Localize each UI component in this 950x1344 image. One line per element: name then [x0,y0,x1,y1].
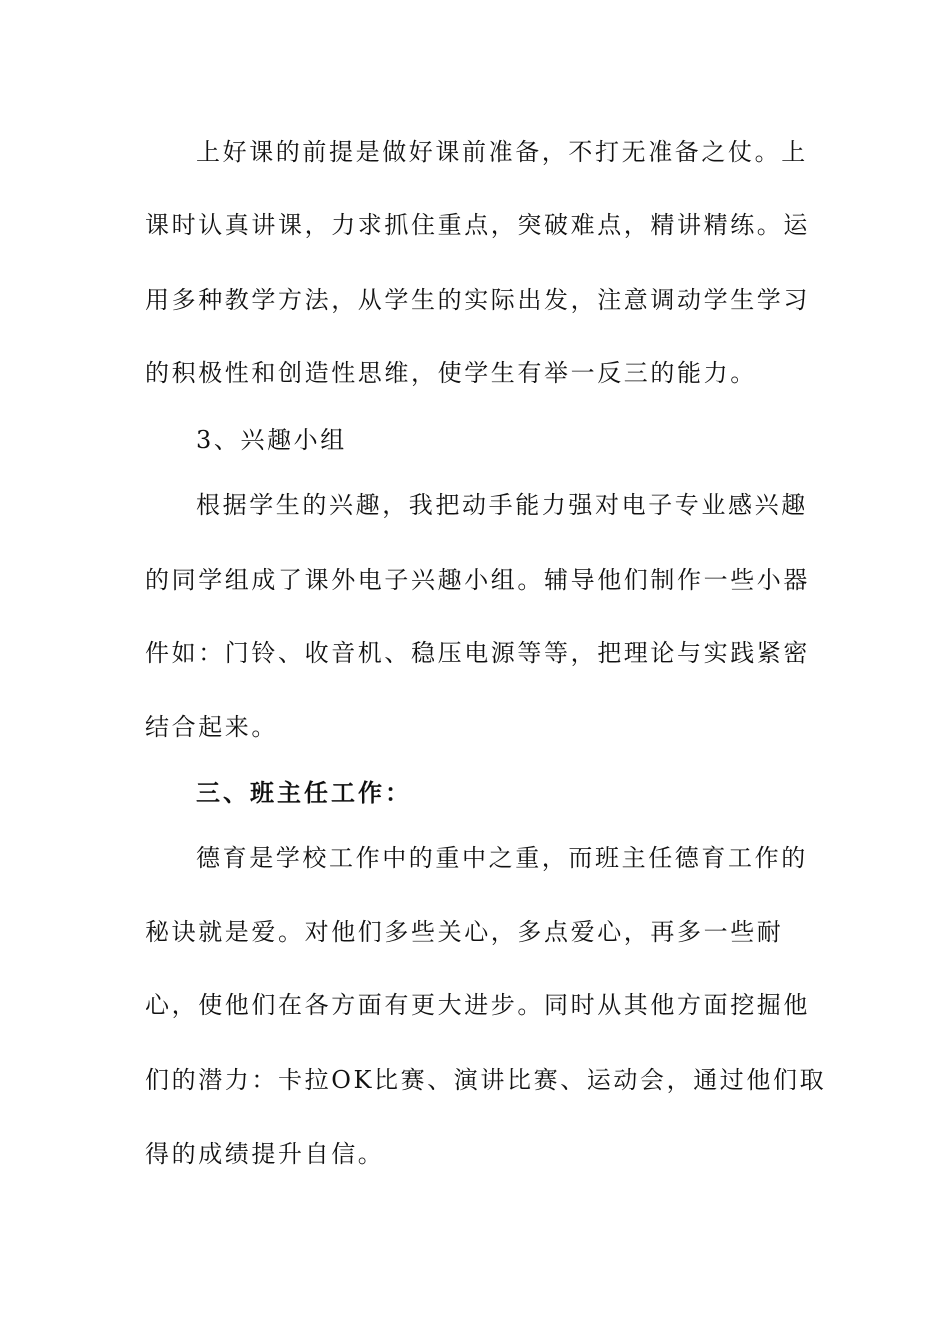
paragraph-2-line-1: 根据学生的兴趣，我把动手能力强对电子专业感兴趣 [196,491,808,519]
paragraph-1-line-1: 上好课的前提是做好课前准备，不打无准备之仗。上 [196,138,808,166]
paragraph-3-line-1: 德育是学校工作中的重中之重，而班主任德育工作的 [196,844,808,872]
paragraph-1-line-3: 用多种教学方法，从学生的实际出发，注意调动学生学习 [145,286,810,314]
paragraph-3-line-4: 们的潜力：卡拉OK比赛、演讲比赛、运动会，通过他们取 [145,1066,827,1094]
paragraph-3-line-2: 秘诀就是爱。对他们多些关心，多点爱心，再多一些耐 [145,918,784,946]
paragraph-1-line-2: 课时认真讲课，力求抓住重点，突破难点，精讲精练。运 [145,211,810,239]
subheading-interest-group: 3、兴趣小组 [196,426,347,454]
paragraph-1-line-4: 的积极性和创造性思维，使学生有举一反三的能力。 [145,359,757,387]
paragraph-2-line-3: 件如：门铃、收音机、稳压电源等等，把理论与实践紧密 [145,639,810,667]
paragraph-2-line-4: 结合起来。 [145,713,278,741]
section-heading-head-teacher: 三、班主任工作： [196,778,412,807]
paragraph-2-line-2: 的同学组成了课外电子兴趣小组。辅导他们制作一些小器 [145,566,810,594]
paragraph-3-line-3: 心，使他们在各方面有更大进步。同时从其他方面挖掘他 [145,991,810,1019]
paragraph-3-line-5: 得的成绩提升自信。 [145,1140,385,1168]
